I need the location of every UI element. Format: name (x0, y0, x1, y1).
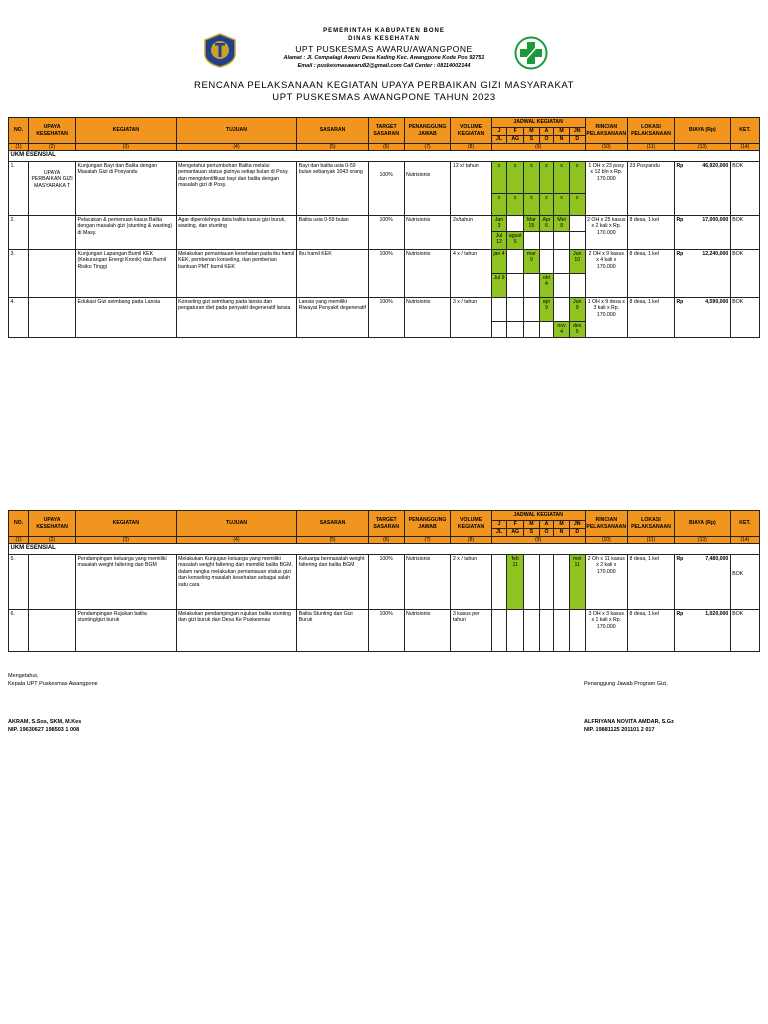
month-bottom: D (569, 136, 585, 144)
sign-right-nip: NIP. 19881125 201101 2 017 (584, 727, 655, 733)
schedule-cell (539, 554, 554, 609)
row-volume: 3 kasus per tahun (451, 609, 491, 651)
colnum: (2) (29, 537, 76, 544)
schedule-cell (539, 231, 554, 249)
colnum: (5) (297, 537, 369, 544)
sign-left-label1: Mengetahui, (8, 673, 39, 679)
row-biaya (674, 297, 730, 337)
row-pj: Nutrisionis (404, 609, 451, 651)
schedule-cell: jan 4 (491, 249, 507, 273)
schedule-cell: Jun 10 (569, 249, 585, 273)
month-bottom: N (554, 529, 570, 537)
month-top: M (554, 521, 570, 529)
row-kegiatan: Pendampingan Rujukan balita stunting/gizi buruk (76, 609, 177, 651)
row-rincian: 1 OH x 9 desa x 3 kali x Rp. 170.000 (585, 297, 627, 337)
row-kegiatan: Pendampingan keluarga yang memiliki masalah weight faltering dan BGM (76, 554, 177, 609)
rp-label: Rp (676, 298, 684, 305)
schedule-cell (524, 231, 540, 249)
colnum: (11) (628, 144, 675, 151)
col-no: NO. (9, 511, 29, 537)
schedule-cell (524, 321, 540, 337)
row-lokasi: 8 desa, 1 kel (628, 609, 675, 651)
row-pj: Nutrisionis (404, 161, 451, 215)
row-ket: BOK (730, 215, 759, 249)
row-pj: Nutrisionis (404, 554, 451, 609)
plan-table-1 (8, 117, 760, 338)
row-biaya (674, 249, 730, 297)
colnum: (14) (730, 537, 759, 544)
col-kegiatan: KEGIATAN (76, 118, 177, 144)
colnum: (9) (491, 537, 585, 544)
schedule-cell: x (524, 193, 540, 215)
colnum: (11) (628, 537, 675, 544)
biaya-value: 7,480,000 (705, 555, 729, 562)
row-biaya (674, 161, 730, 215)
row-biaya (674, 609, 730, 651)
row-sasaran: Lansia yang memiliki Riwayat Penyakit degeneratif (297, 297, 369, 337)
row-rincian: 1 OH x 23 posy x 12 bln x Rp. 170.000 (585, 161, 627, 215)
biaya-value: 12,240,000 (702, 250, 729, 257)
row-tujuan: Melakukan pendampingan rujukan balita stunting dan gizi buruk dari Desa Ke Puskesmas (176, 609, 297, 651)
upaya-empty (29, 297, 76, 337)
col-tujuan: TUJUAN (176, 118, 297, 144)
col-biaya: BIAYA (Rp) (674, 511, 730, 537)
row-tujuan: Konseling gizi seimbang pada lansia dan pengaturan diet pada penyakit degeneratif lansia (176, 297, 297, 337)
row-tujuan: Melakukan pemantauan kesehatan pada ibu hamil KEK, pemberian konseling, dan pemberian bantuan PMT bumil KEK (176, 249, 297, 297)
row-rincian: 2 OH x 25 kasus x 2 kali x Rp. 170.000 (585, 215, 627, 249)
rp-label: Rp (676, 216, 684, 223)
colnum: (6) (368, 537, 404, 544)
schedule-cell: Apr 6 (539, 215, 554, 231)
col-rincian: RINCIAN PELAKSANAAN (585, 118, 627, 144)
row-target: 100% (368, 297, 404, 337)
month-bottom: JL (491, 136, 507, 144)
schedule-cell (524, 297, 540, 321)
upaya-empty (29, 609, 76, 651)
sign-left-nip: NIP. 19630627 198503 1 008 (8, 727, 80, 733)
schedule-cell: x (507, 161, 524, 193)
row-kegiatan: Pelacakan & pemenuan kasus Balita dengan masalah gizi (stunting & wasting) di Masy. (76, 215, 177, 249)
schedule-cell (554, 273, 570, 297)
month-top: J (491, 521, 507, 529)
upaya-label: UPAYA PERBAIKAN GIZI MASYARAKA T (29, 161, 76, 215)
schedule-cell: Mei 9 (554, 215, 570, 231)
col-volume: VOLUME KEGIATAN (451, 511, 491, 537)
schedule-cell: Jan 3 (491, 215, 507, 231)
colnum: (9) (491, 144, 585, 151)
colnum: (10) (585, 537, 627, 544)
header-contact: Email : puskesmasawaru82@gmail.com Call Center : 08114002144 (297, 63, 471, 69)
col-rincian: RINCIAN PELAKSANAAN (585, 511, 627, 537)
month-top: F (507, 521, 524, 529)
sign-right-name: ALFRIYANA NOVITA AMDAR, S.Gz (584, 719, 674, 725)
month-top: M (554, 128, 570, 136)
schedule-cell: x (539, 193, 554, 215)
row-target: 100% (368, 215, 404, 249)
row-ket: BOK (730, 161, 759, 215)
row-no: 3. (9, 249, 29, 297)
schedule-cell (569, 609, 585, 651)
row-rincian: 2 OH x 9 kasus x 4 kali x 170.000 (585, 249, 627, 297)
row-ket: BOK (730, 609, 759, 651)
col-ket: KET. (730, 511, 759, 537)
row-kegiatan: Kunjungan Bayi dan Balita dengan Masalah Gizi di Posyandu (76, 161, 177, 215)
month-top: F (507, 128, 524, 136)
col-jadwal: JADWAL KEGIATAN (491, 511, 585, 521)
schedule-cell (569, 273, 585, 297)
col-target: TARGET SASARAN (368, 511, 404, 537)
col-tujuan: TUJUAN (176, 511, 297, 537)
biaya-value: 46,920,000 (702, 162, 729, 169)
colnum: (5) (297, 144, 369, 151)
row-kegiatan: Edukasi Gizi seimbang pada Lansia (76, 297, 177, 337)
schedule-cell: des 5 (569, 321, 585, 337)
schedule-cell (491, 554, 507, 609)
colnum: (4) (176, 537, 297, 544)
schedule-cell (507, 321, 524, 337)
upaya-empty (29, 554, 76, 609)
schedule-cell: x (554, 161, 570, 193)
rp-label: Rp (676, 610, 684, 617)
biaya-value: 4,590,000 (705, 298, 729, 305)
schedule-cell (539, 321, 554, 337)
sign-left-label2: Kepala UPT Puskesmas Awangpone (8, 681, 98, 687)
col-kegiatan: KEGIATAN (76, 511, 177, 537)
schedule-cell (554, 231, 570, 249)
colnum: (10) (585, 144, 627, 151)
row-no: 5. (9, 554, 29, 609)
month-bottom: JL (491, 529, 507, 537)
colnum: (2) (29, 144, 76, 151)
row-no: 4. (9, 297, 29, 337)
row-no: 1. (9, 161, 29, 215)
schedule-cell (491, 321, 507, 337)
month-top: A (539, 521, 554, 529)
header-line2: DINAS KESEHATAN (348, 36, 420, 42)
colnum: (7) (404, 144, 451, 151)
schedule-cell: x (491, 161, 507, 193)
schedule-cell: x (539, 161, 554, 193)
month-top: J (491, 128, 507, 136)
row-sasaran: Balita usia 0-59 bulan (297, 215, 369, 249)
schedule-cell: Jul 12 (491, 231, 507, 249)
schedule-cell (524, 273, 540, 297)
section-label: UKM ESENSIAL (9, 544, 760, 555)
biaya-value: 1,020,000 (705, 610, 729, 617)
colnum: (6) (368, 144, 404, 151)
row-no: 6. (9, 609, 29, 651)
colnum: (13) (674, 537, 730, 544)
col-pj: PENANGGUNG JAWAB (404, 118, 451, 144)
rp-label: Rp (676, 250, 684, 257)
col-no: NO. (9, 118, 29, 144)
row-sasaran: Keluarga bermasalah weight faltering dan balita BGM (297, 554, 369, 609)
colnum: (7) (404, 537, 451, 544)
schedule-cell: x (554, 193, 570, 215)
row-lokasi: 8 desa, 1 kel (628, 215, 675, 249)
row-lokasi: 23 Posyandu (628, 161, 675, 215)
schedule-cell (507, 215, 524, 231)
col-volume: VOLUME KEGIATAN (451, 118, 491, 144)
month-top: M (524, 128, 540, 136)
schedule-cell (524, 554, 540, 609)
row-target: 100% (368, 554, 404, 609)
col-jadwal: JADWAL KEGIATAN (491, 118, 585, 128)
schedule-cell: Mar 15 (524, 215, 540, 231)
row-sasaran: Bayi dan balita usia 0-59 bulan sebanyak 1043 orang (297, 161, 369, 215)
schedule-cell (569, 231, 585, 249)
document-subtitle: UPT PUSKESMAS AWANGPONE TAHUN 2023 (272, 92, 496, 103)
row-target: 100% (368, 609, 404, 651)
row-volume: 2 x / tahun (451, 554, 491, 609)
section-label: UKM ESENSIAL (9, 151, 760, 162)
col-lokasi: LOKASI PELAKSANAAN (628, 511, 675, 537)
rp-label: Rp (676, 555, 684, 562)
month-bottom: O (539, 529, 554, 537)
month-bottom: O (539, 136, 554, 144)
colnum: (3) (76, 537, 177, 544)
row-pj: Nutrisionis (404, 297, 451, 337)
month-bottom: N (554, 136, 570, 144)
colnum: (3) (76, 144, 177, 151)
col-upaya: UPAYA KESEHATAN (29, 118, 76, 144)
row-sasaran: Balita Stunting dan Gizi Buruk (297, 609, 369, 651)
schedule-cell: x (524, 161, 540, 193)
schedule-cell (491, 297, 507, 321)
schedule-cell (507, 273, 524, 297)
month-top: A (539, 128, 554, 136)
schedule-cell: Jul 9 (491, 273, 507, 297)
row-biaya (674, 215, 730, 249)
col-sasaran: SASARAN (297, 118, 369, 144)
row-pj: Nutrisionis (404, 249, 451, 297)
upaya-empty (29, 215, 76, 249)
schedule-cell (539, 609, 554, 651)
month-bottom: AG (507, 529, 524, 537)
month-bottom: S (524, 136, 540, 144)
row-rincian: 3 OH x 3 kasus x 1 kali x Rp. 170.000 (585, 609, 627, 651)
row-tujuan: Mengetahui pertumbuhan Balita melalui pemantauan status gizinya setiap bulan di Posy. dan mengidentifikasi bayi dan balita dengan masalah gizi di Posy. (176, 161, 297, 215)
upaya-empty (29, 249, 76, 297)
month-top: JN (569, 521, 585, 529)
col-ket: KET. (730, 118, 759, 144)
colnum: (13) (674, 144, 730, 151)
biaya-value: 17,000,000 (702, 216, 729, 223)
schedule-cell: Jun 9 (569, 297, 585, 321)
schedule-cell: mei 11 (569, 554, 585, 609)
row-pj: Nutrisionis (404, 215, 451, 249)
schedule-cell (554, 554, 570, 609)
schedule-cell: x (507, 193, 524, 215)
row-volume: 2x/tahun (451, 215, 491, 249)
header-line1: PEMERINTAH KABUPATEN BONE (323, 28, 445, 34)
row-volume: 12 x/ tahun (451, 161, 491, 215)
colnum: (4) (176, 144, 297, 151)
month-bottom: AG (507, 136, 524, 144)
row-ket: BOK (730, 249, 759, 297)
row-volume: 3 x / tahun (451, 297, 491, 337)
row-rincian: 2 Oh x 11 kasus x 2 kali x 170.000 (585, 554, 627, 609)
schedule-cell: x (491, 193, 507, 215)
col-biaya: BIAYA (Rp) (674, 118, 730, 144)
colnum: (1) (9, 144, 29, 151)
row-lokasi: 8 desa, 1 kel (628, 297, 675, 337)
row-lokasi: 8 desa, 1 kel (628, 554, 675, 609)
row-volume: 4 x / tahun (451, 249, 491, 297)
schedule-cell (554, 609, 570, 651)
schedule-cell: feb 11 (507, 554, 524, 609)
col-sasaran: SASARAN (297, 511, 369, 537)
row-tujuan: Melakukan Kunjugan keluarga yang memiliki masalah weight faltering dan memiliki balita BGM, dalam rangka melakukan pemantauan status gizi dan konseling masalah kesehatan sebagai salah satu cara (176, 554, 297, 609)
schedule-cell: agust 5 (507, 231, 524, 249)
schedule-cell (491, 609, 507, 651)
colnum: (8) (451, 144, 491, 151)
colnum: (1) (9, 537, 29, 544)
sign-left-name: AKRAM, S.Sos, SKM, M.Kes (8, 719, 82, 725)
document-title: RENCANA PELAKSANAAN KEGIATAN UPAYA PERBAIKAN GIZI MASYARAKAT (193, 80, 575, 91)
schedule-cell (507, 609, 524, 651)
schedule-cell: apr 9 (539, 297, 554, 321)
header-line3: UPT PUSKESMAS AWARU/AWANGPONE (295, 44, 473, 54)
col-target: TARGET SASARAN (368, 118, 404, 144)
schedule-cell (507, 249, 524, 273)
col-upaya: UPAYA KESEHATAN (29, 511, 76, 537)
schedule-cell (554, 297, 570, 321)
col-pj: PENANGGUNG JAWAB (404, 511, 451, 537)
schedule-cell: mar 9 (524, 249, 540, 273)
month-bottom: D (569, 529, 585, 537)
schedule-cell: x (569, 161, 585, 193)
row-biaya (674, 554, 730, 609)
colnum: (14) (730, 144, 759, 151)
rp-label: Rp (676, 162, 684, 169)
row-ket: BOK (730, 297, 759, 337)
row-kegiatan: Kunjungan Lapangan Bumil KEK (Kekurangan Energi Kronik) dan Bumil Risiko Tinggi (76, 249, 177, 297)
row-target: 100% (368, 249, 404, 297)
schedule-cell (524, 609, 540, 651)
month-top: JN (569, 128, 585, 136)
row-sasaran: Ibu hamil KEK (297, 249, 369, 297)
plan-table-2 (8, 510, 760, 652)
sign-right-label: Penanggung Jawab Program Gizi, (584, 681, 668, 687)
schedule-cell: okt 4 (539, 273, 554, 297)
col-lokasi: LOKASI PELAKSANAAN (628, 118, 675, 144)
row-tujuan: Agar diperolehnya data balita kasus gizi buruk, wasting, dan stunting (176, 215, 297, 249)
colnum: (8) (451, 537, 491, 544)
row-target: 100% (368, 161, 404, 215)
schedule-cell (539, 249, 554, 273)
schedule-cell: nov 4 (554, 321, 570, 337)
schedule-cell: x (569, 193, 585, 215)
schedule-cell (507, 297, 524, 321)
row-no: 2. (9, 215, 29, 249)
row-ket: BOK (730, 554, 759, 609)
schedule-cell (554, 249, 570, 273)
row-lokasi: 8 desa, 1 kel (628, 249, 675, 297)
month-bottom: S (524, 529, 540, 537)
schedule-cell (569, 215, 585, 231)
header-address: Alamat : Jl. Cempalagi Awaru Desa Kading Kec. Awangpone Kode Pos 92751 (283, 55, 485, 61)
month-top: M (524, 521, 540, 529)
